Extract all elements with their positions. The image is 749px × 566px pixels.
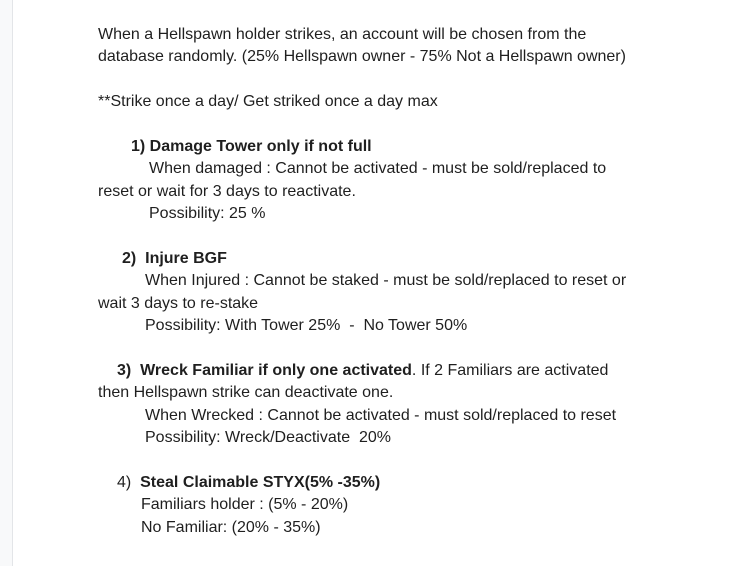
item-4-heading-line xyxy=(98,472,678,494)
blank-line xyxy=(98,226,678,248)
item-4-number: 4) xyxy=(117,473,141,491)
intro-line-2: database randomly. (25% Hellspawn owner - 75% Not a Hellspawn owner) xyxy=(98,48,626,66)
item-3-possibility: Possibility: Wreck/Deactivate 20% xyxy=(145,429,392,447)
item-4-detail: No Familiar: (20% - 35%) xyxy=(141,518,321,536)
item-3-detail: When Wrecked : Cannot be activated - must sold/replaced to reset xyxy=(145,406,617,424)
blank-line xyxy=(98,449,678,471)
item-2-detail: When Injured : Cannot be staked - must be sold/replaced to reset or xyxy=(145,272,627,290)
blank-line xyxy=(98,69,678,91)
item-2-detail: wait 3 days to re-stake xyxy=(98,294,259,312)
blank-line xyxy=(98,337,678,359)
item-3-heading-line xyxy=(98,360,678,382)
document-page xyxy=(12,0,749,566)
intro-line-1: When a Hellspawn holder strikes, an account will be chosen from the xyxy=(98,26,587,43)
item-3-heading-tail: . If 2 Familiars are activated xyxy=(411,361,609,379)
item-4-detail: Familiars holder : (5% - 20%) xyxy=(141,496,349,514)
strike-rule: **Strike once a day/ Get striked once a day max xyxy=(98,93,438,111)
item-3-heading: 3) Wreck Familiar if only one activated xyxy=(117,361,412,379)
blank-line xyxy=(98,114,678,136)
item-4-heading: Steal Claimable STYX(5% -35%) xyxy=(140,473,381,491)
item-2-possibility: Possibility: With Tower 25% - No Tower 50% xyxy=(145,317,468,335)
item-1-heading: 1) Damage Tower only if not full xyxy=(131,137,372,155)
item-3-detail: then Hellspawn strike can deactivate one. xyxy=(98,384,394,402)
item-1-detail: reset or wait for 3 days to reactivate. xyxy=(98,182,356,200)
document-body xyxy=(98,24,678,539)
item-1-possibility: Possibility: 25 % xyxy=(149,205,266,223)
item-2-heading: 2) Injure BGF xyxy=(122,249,227,267)
item-1-detail: When damaged : Cannot be activated - must be sold/replaced to xyxy=(149,160,607,178)
